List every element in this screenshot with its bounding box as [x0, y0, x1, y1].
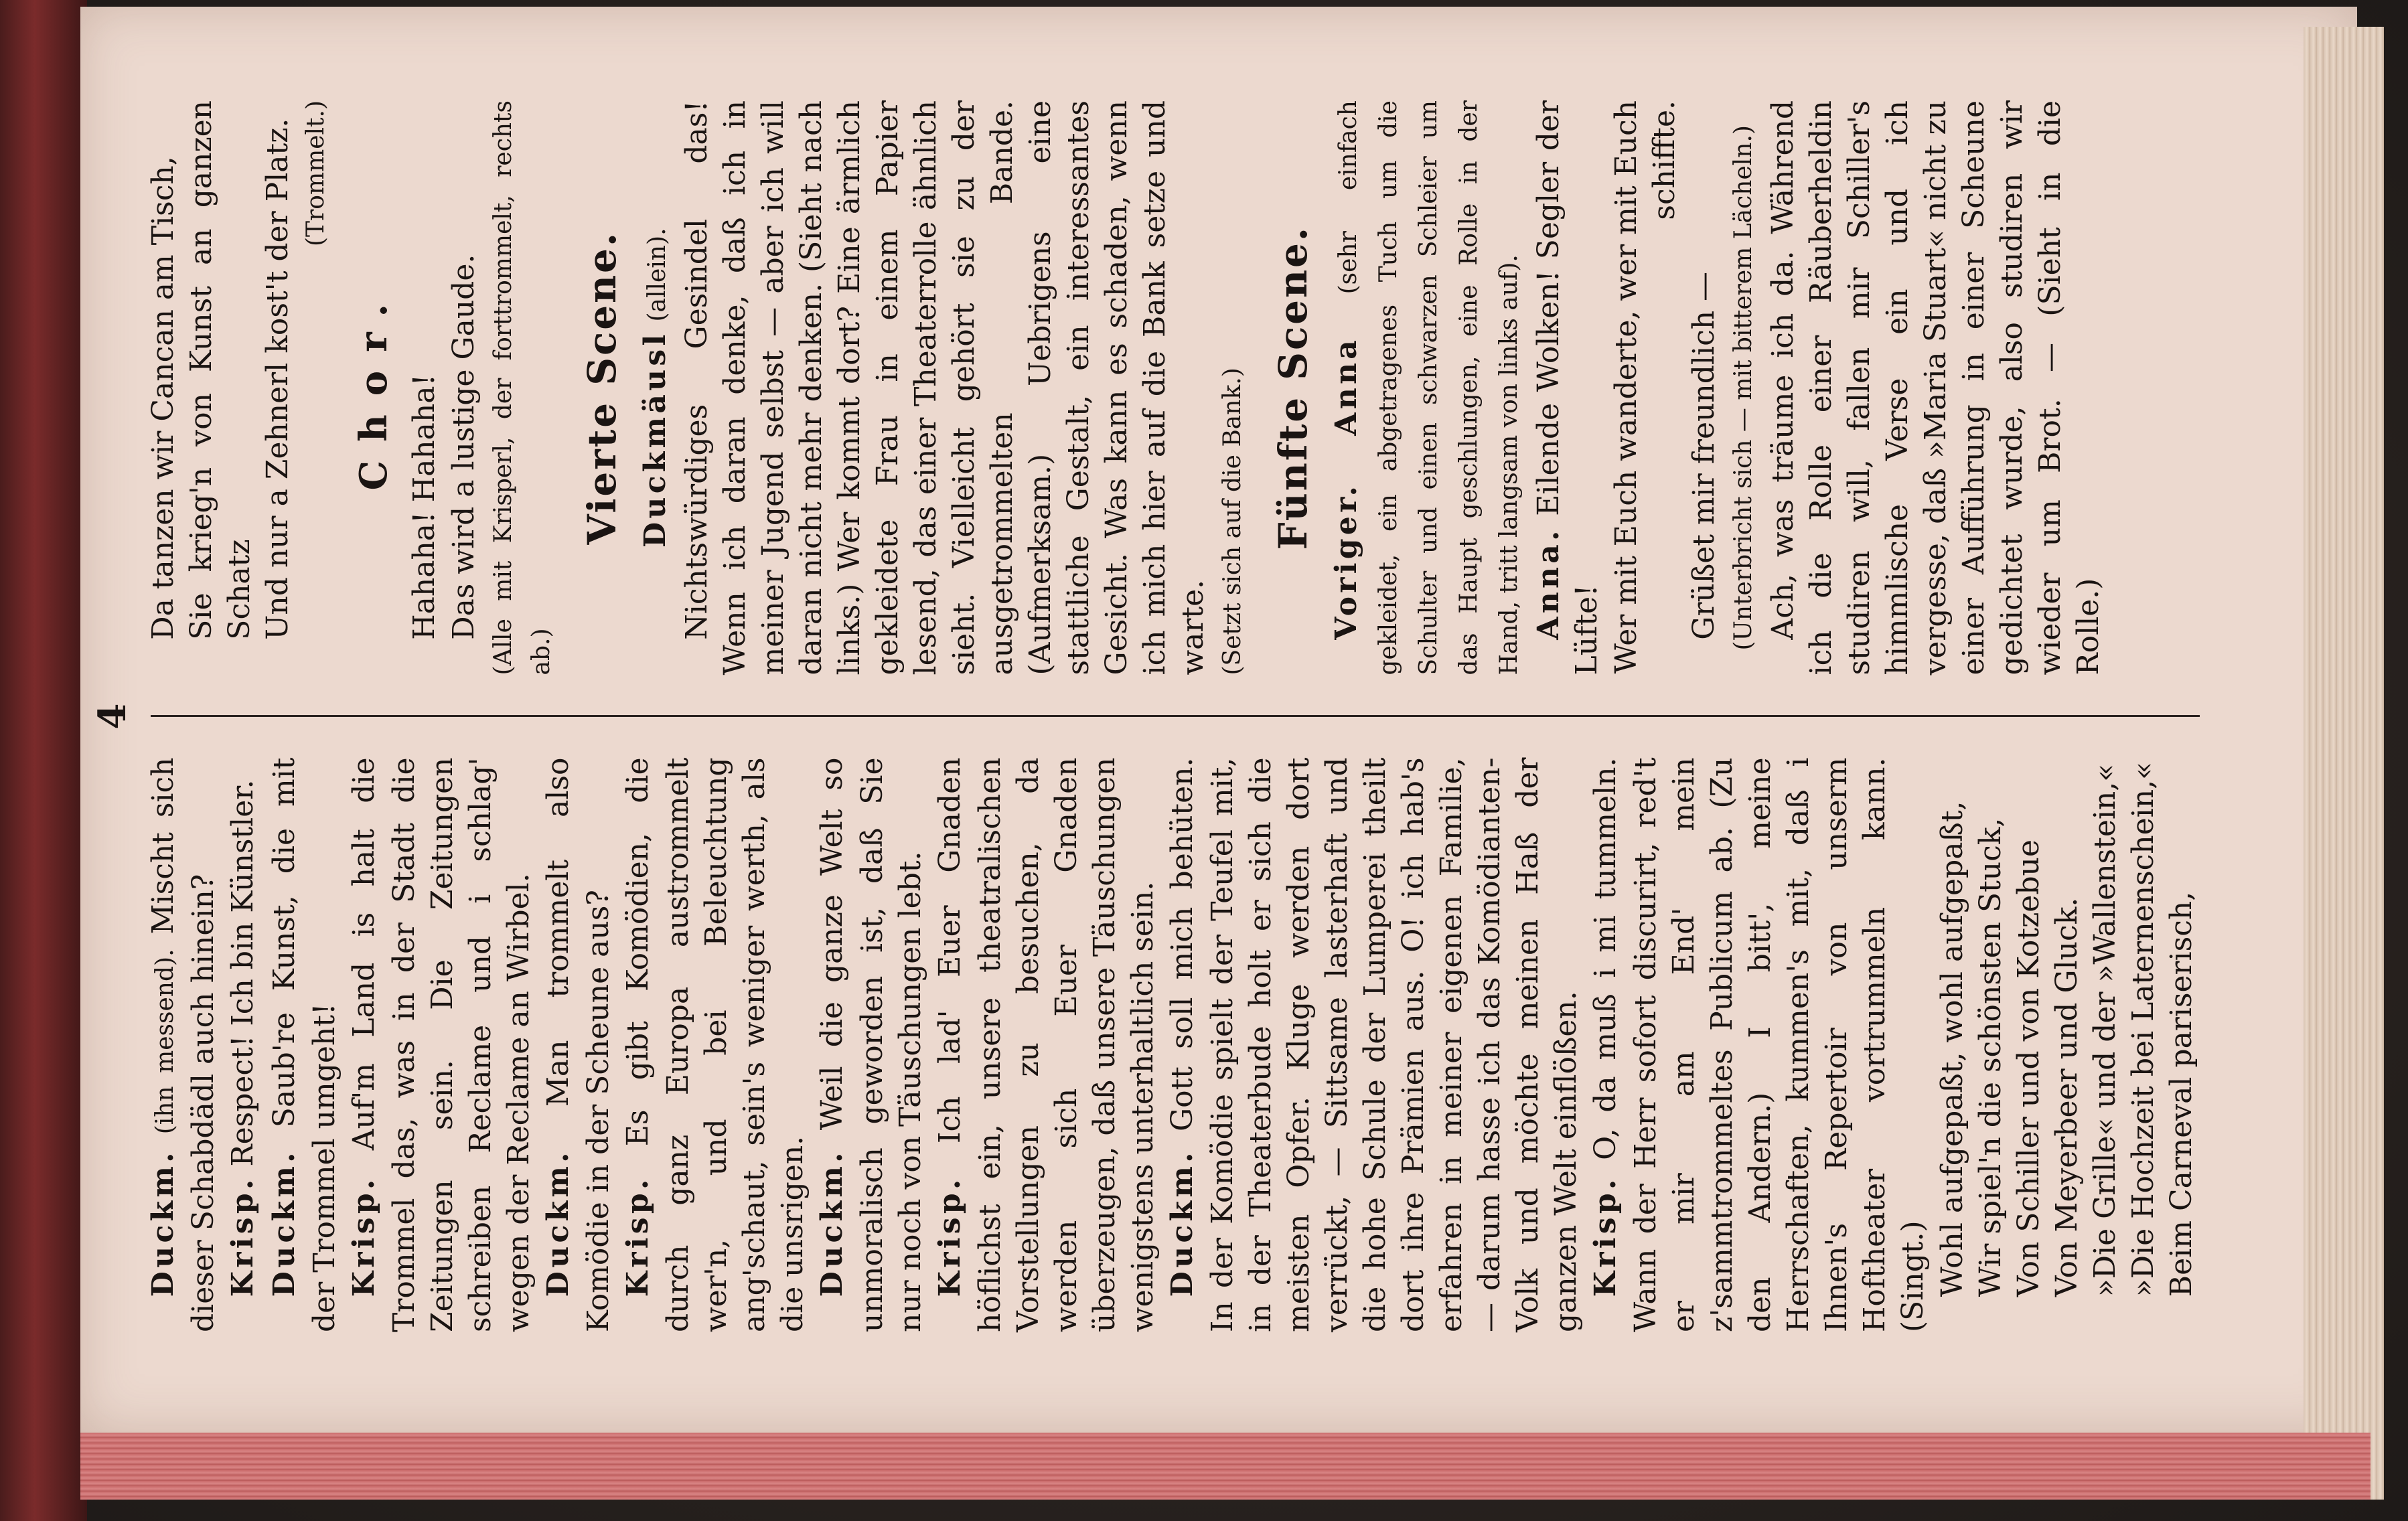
speaker-name: Krisp. [621, 1176, 655, 1297]
scene5-intro [1327, 100, 1528, 675]
dialogue-paragraph [144, 758, 222, 1333]
dialogue-paragraph [931, 758, 1162, 1333]
dialogue-paragraph [539, 758, 617, 1333]
speaker-name: Krisp. [226, 1176, 260, 1297]
speaker-name: Duckm. [267, 1149, 301, 1297]
speaker-name: Krisp. [347, 1176, 381, 1297]
scene4-speaker-dir: (allein). [644, 228, 671, 322]
scene4-text: Nichtswürdiges Gesindel das! Wenn ich daran denke, daß ich in meiner Jugend selbst — aber ich will daran nicht mehr denken. (Sieht nach links.) Wer kommt dort? Eine ärmlich gekleidete Frau in einem Papier lesend, das einer Theaterrolle ähnlich sieht. Vielleicht gehört sie zu der ausgetrommelten Bande. (Aufmerksam.) Uebrigens eine stattliche Gestalt, ein interessantes Gesicht. Was kann es schaden, wenn ich mich hier auf die Bank setze und warte. [680, 100, 1210, 675]
scene4-speaker: Duckmäusl [638, 331, 672, 548]
verse-line: Und nur a Zehnerl kost't der Platz. [260, 118, 295, 640]
column-divider [151, 716, 2200, 718]
dialogue-text: Man trommelt also Komödie in der Scheune aus? [541, 757, 615, 1332]
verse-line: Wir spiel'n die schönsten Stuck, [1973, 817, 2008, 1297]
speaker-name: Duckm. [815, 1149, 849, 1297]
dialogue-text: O, da muß i mi tummeln. Wann der Herr sofort discurirt, red't er mir am End' mein z'sammtrommeltes Publicum ab. (Zu den Andern.) I bitt', meine Herrschaften, kummen's mit, daß i Ihnen's Repertoir von unserm Hoftheater vortrummeln kann. (Singt.) [1588, 757, 1930, 1332]
rotated-page-content [50, 47, 2227, 1386]
scene5-speaker: Voriger. Anna [1329, 336, 1363, 640]
chorus-direction: (Alle mit Krisperl, der forttrommelt, rechts ab.) [490, 100, 555, 675]
verse-line: Sie krieg'n von Kunst an ganzen Schatz [184, 100, 256, 640]
dialogue-text: Respect! Ich bin Künstler. [226, 779, 260, 1167]
stage-direction: (ihn messend). [151, 949, 179, 1135]
anna-verse-3: Grüßet mir freundlich — [1687, 271, 1721, 640]
verse-line: »Die Hochzeit bei Laternenschein,« [2126, 762, 2160, 1297]
dialogue-paragraph [345, 758, 538, 1333]
anna-verse-2: Wer mit Euch wanderte, wer mit Euch schiffte. [1609, 100, 1681, 674]
dialogue-text: Ich lad' Euer Gnaden höflichst ein, unsere theatralischen Vorstellungen zu besuchen, da werden sich Euer Gnaden überzeugen, daß unsere Täuschungen wenigstens unterhaltlich sein. [933, 757, 1160, 1332]
dialogue-paragraph [1163, 758, 1585, 1333]
scene5-direction: (sehr einfach gekleidet, ein abgetragenes Tuch um die Schulter und einen schwarzen Schleier um das Haupt geschlungen, eine Rolle in der Hand, tritt langsam von links auf). [1335, 100, 1523, 675]
anna-verse-1: Eilende Wolken! Segler der Lüfte! [1531, 100, 1604, 675]
anna-line-1 [1529, 100, 1606, 675]
speaker-name: Duckm. [541, 1149, 575, 1297]
scene5-title: Fünfte Scene. [1270, 226, 1316, 550]
dialogue-paragraph [224, 758, 264, 1333]
verse-line: Da tanzen wir Cancan am Tisch, [146, 156, 180, 640]
speaker-name: Krisp. [933, 1176, 967, 1297]
scene4-speaker-line [636, 100, 676, 675]
scene4-title: Vierte Scene. [579, 231, 625, 545]
drum-note: (Trommelt.) [302, 100, 329, 246]
dialogue-text: Gott soll mich behüten. In der Komödie spielt der Teufel mit, in der Theaterbude holt er sich die meisten Opfer. Kluge werden dort verrückt, — Sittsame lasterhaft und die hohe Schule der Lumperei theilt dort ihre Prämien aus. O! ich hab's erfahren in meiner eigenen Familie, — darum hasse ich das Komödianten-Volk und möchte meinen Haß der ganzen Welt einflößen. [1165, 757, 1583, 1332]
anna-speaker: Anna. [1531, 527, 1566, 640]
verse-line: Wohl aufgepaßt, wohl aufgepaßt, [1935, 801, 1969, 1297]
verse-line: Beim Carneval pariserisch, [2164, 891, 2198, 1297]
page-edge-bottom [80, 1433, 2371, 1500]
text-columns [144, 60, 2206, 1372]
dialogue-text: Weil die ganze Welt so unmoralisch geworden ist, daß Sie nur noch von Täuschungen lebt. [815, 757, 927, 1332]
page-edge-right [2304, 27, 2384, 1500]
left-column [144, 718, 2206, 1373]
chorus-line: Hahaha! Hahaha! [407, 374, 441, 640]
chorus-label: Chor. [352, 285, 396, 491]
dialogue-text: Mischt sich dieser Schabdädl auch hinein? [146, 757, 220, 1332]
speaker-name: Krisp. [1588, 1176, 1623, 1297]
dialogue-paragraph [1586, 758, 1932, 1333]
chorus-lines [405, 100, 483, 675]
right-verses [144, 100, 297, 675]
right-column [144, 60, 2206, 716]
anna-direction: (Unterbricht sich — mit bitterem Lächeln.) [1730, 125, 1757, 651]
verse-line: Von Schiller und von Kotzebue [2012, 839, 2046, 1297]
scene4-exit: (Setzt sich auf die Bank.) [1219, 368, 1246, 675]
dialogue-text: Saub're Kunst, die mit der Trommel umgeht! [267, 757, 342, 1332]
speaker-name: Duckm. [146, 1149, 180, 1297]
dialogue-paragraph [619, 758, 812, 1333]
speaker-name: Duckm. [1165, 1149, 1199, 1297]
chorus-line: Das wird a lustige Gaude. [447, 254, 481, 640]
dialogue-text: Auf'm Land is halt die Trommel das, was in der Stadt die Zeitungen sein. Die Zeitungen schreiben Reclame und i schlag' wegen der Reclame an Wirbel. [347, 757, 536, 1332]
verse-line: Von Meyerbeer und Gluck. [2050, 897, 2084, 1297]
dialogue-text: Es gibt Komödien, die durch ganz Europa austrommelt wer'n, und bei Beleuchtung ang'schaut, sein's weniger werth, als die unsrigen. [621, 757, 810, 1332]
anna-text: Ach, was träume ich da. Während ich die Rolle einer Räuberheldin studiren will, fallen mir Schiller's himmlische Verse ein und ich vergesse, daß »Maria Stuart« nicht zu einer Aufführung in einer Scheune gedichtet wurde, also studiren wir wieder um Brot. — (Sieht in die Rolle.) [1766, 100, 2105, 675]
dialogue-paragraph [813, 758, 929, 1333]
verse-line: »Die Grille« und der »Wallenstein,« [2088, 763, 2122, 1297]
page-number: 4 [90, 703, 135, 730]
dialogue-paragraph [265, 758, 344, 1333]
